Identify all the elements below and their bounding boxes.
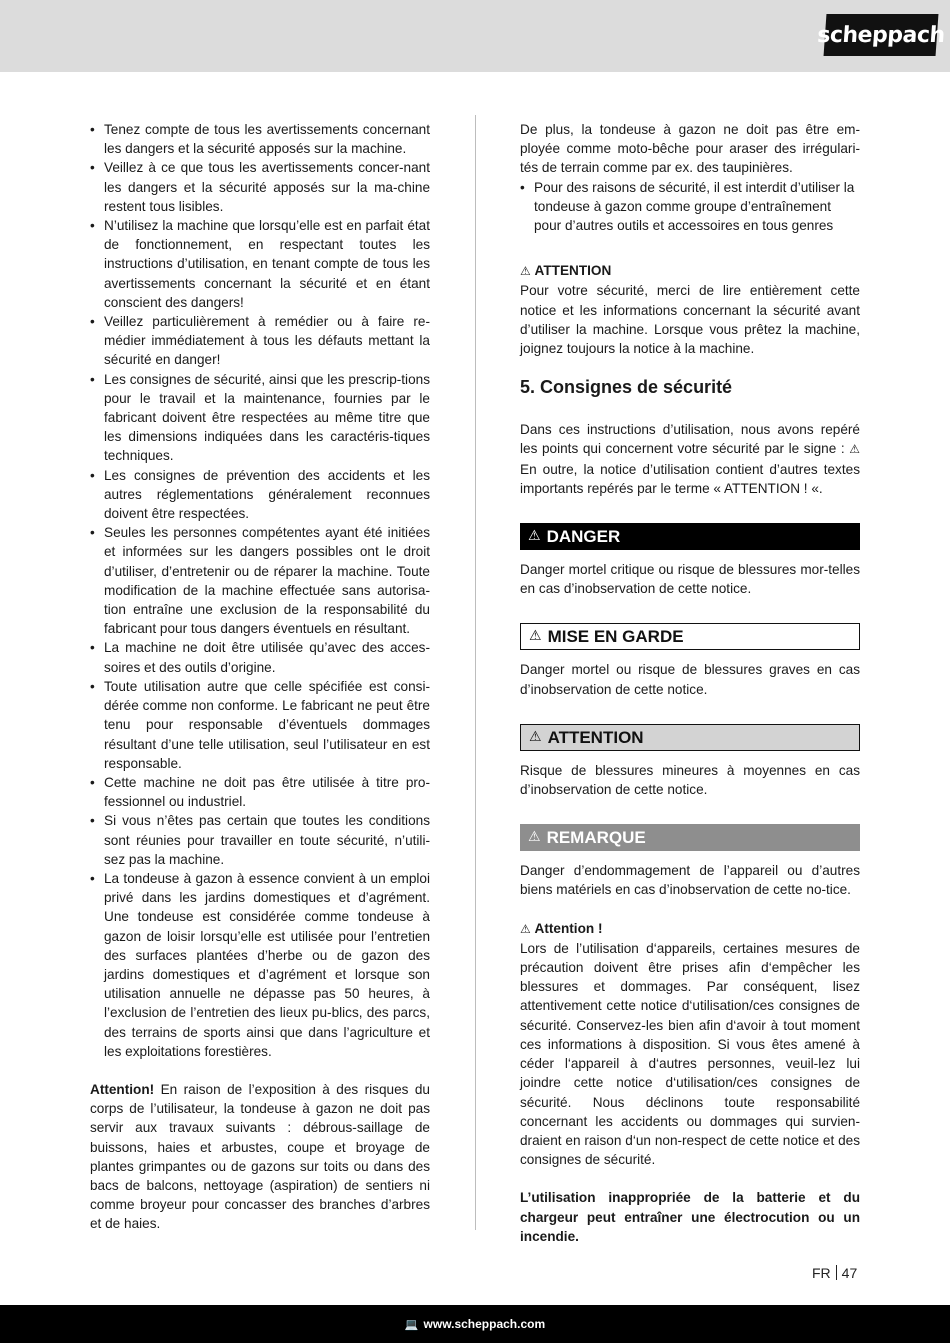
list-item: • Toute utilisation autre que celle spécifiée est consi-dérée comme non conforme. Le fabricant ne peut être tenu pour responsable d’éventuels dommages résultant d’une telle utilisation, seul l’utilisateur en est responsable.: [90, 677, 430, 773]
brand-logo: scheppach: [824, 14, 939, 56]
right-column: [520, 120, 860, 1246]
danger-text: Danger mortel critique ou risque de blessures mor-telles en cas d’inobservation de cette notice.: [520, 562, 860, 597]
battery-warning: L’utilisation inappropriée de la batterie et du chargeur peut entraîner une électrocution ou un incendie.: [520, 1190, 860, 1244]
page-header-bar: [0, 0, 950, 72]
section-intro: Dans ces instructions d’utilisation, nous avons repéré les points qui concernent votre sécurité par le signe : ⚠ En outre, la notice d’utilisation contient d’autres textes importants repérés par le terme « ATTENTION ! «.: [520, 422, 860, 496]
warning-label-box: ⚠ MISE EN GARDE: [520, 623, 860, 650]
warning-triangle-icon: ⚠: [529, 728, 542, 745]
danger-label-box: ⚠ DANGER: [520, 523, 860, 550]
attention2-text: Lors de l’utilisation d‘appareils, certaines mesures de précaution doivent être prises afin d‘empêcher les blessures et dommages. Par conséquent, lisez attentivement cette notice d‘utilisation/ces consignes de sécurité. Conservez-les bien afin d‘avoir à tout moment ces informations à disposition. Si vous êtes amené à céder l‘appareil à d‘autres personnes, veuil-lez lui joindre cette notice d‘utilisation/ces consignes de sécurité. Nous déclinons toute responsabilité concernant les accidents ou dommages qui survien-draient en raison d‘un non-respect de cette notice et des consignes de sécurité.: [520, 940, 860, 1168]
warning-triangle-icon: ⚠: [520, 264, 531, 279]
note-label-box: ⚠ REMARQUE: [520, 824, 860, 851]
computer-icon: 💻: [404, 1317, 419, 1331]
list-item: • N’utilisez la machine que lorsqu’elle est en parfait état de fonctionnement, en respectant toutes les instructions d’utilisation, en tenant compte de tous les avertissements concernant la sécurité et en étant conscient des dangers!: [90, 216, 430, 312]
list-item: • Cette machine ne doit pas être utilisée à titre pro-fessionnel ou industriel.: [90, 773, 430, 811]
attention-notice-text: Pour votre sécurité, merci de lire entièrement cette notice et les informations concernant la sécurité avant d’utiliser la machine. Lorsque vous prêtez la machine, joignez toujours la notice à la machine.: [520, 283, 860, 357]
list-item: • La tondeuse à gazon à essence convient à un emploi privé dans les jardins domestiques et d’agrément. Une tondeuse est considérée comme tondeuse à gazon de loisir lorsqu’elle est utilisée pour l’entretien des surfaces plantées d’herbe ou de gazon des jardins domestiques et d’agrément et lorsque son utilisation annuelle ne dépasse pas 50 heures, à l’exclusion de l’entretien des lieux pu-blics, des parcs, des terrains de sports ainsi que dans l’agriculture et les exploitations forestières.: [90, 869, 430, 1061]
list-item: • Veillez particulièrement à remédier ou à faire re-médier immédiatement à tous les défauts mettant la sécurité en danger!: [90, 312, 430, 370]
note-text: Danger d’endommagement de l’appareil ou d’autres biens matériels en cas d’inobservation de cette no-tice.: [520, 863, 860, 898]
right-bullet-list: [520, 178, 860, 236]
warning-text: Danger mortel ou risque de blessures graves en cas d’inobservation de cette notice.: [520, 662, 860, 697]
warning-triangle-icon: ⚠: [520, 921, 531, 936]
warning-triangle-icon: ⚠: [529, 628, 542, 645]
attention-label-box: ⚠ ATTENTION: [520, 724, 860, 751]
left-column: [90, 120, 430, 1234]
warning-triangle-icon: ⚠: [528, 527, 541, 544]
attention-paragraph: [90, 1080, 430, 1234]
list-item: • La machine ne doit être utilisée qu’avec des acces-soires et des outils d’origine.: [90, 638, 430, 676]
list-item: • Les consignes de prévention des accidents et les autres réglementations généralement reconnues doivent être respectées.: [90, 466, 430, 524]
warning-triangle-icon: ⚠: [528, 829, 541, 846]
attention-label: Attention!: [90, 1081, 155, 1097]
page-number: FR 47: [812, 1265, 858, 1281]
attention2-heading: ⚠ Attention !: [520, 920, 603, 936]
website-link[interactable]: www.scheppach.com: [423, 1317, 546, 1331]
warning-triangle-icon: ⚠: [849, 442, 860, 457]
list-item: • Veillez à ce que tous les avertissements concer-nant les dangers et la sécurité apposés sur la ma-chine restent tous lisibles.: [90, 158, 430, 216]
attention-text: En raison de l’exposition à des risques du corps de l’utilisateur, la tondeuse à gazon ne doit pas servir aux travaux suivants : débrous-saillage de buissons, haies et arbustes, coupe et broyage de plantes grimpantes ou de gazons sur toits ou dans des bacs de balcons, nettoyage (aspiration) de sentiers ni comme broyeur pour concasser des branches d’arbres et de haies.: [90, 1081, 430, 1232]
list-item: • Tenez compte de tous les avertissements concernant les dangers et la sécurité apposés sur la machine.: [90, 120, 430, 158]
column-divider: [475, 115, 476, 1230]
list-item: • Pour des raisons de sécurité, il est interdit d’utiliser la tondeuse à gazon comme groupe d’entraînement pour d’autres outils et accessoires en tous genres: [520, 178, 860, 236]
intro-paragraph: De plus, la tondeuse à gazon ne doit pas être em-ployée comme moto-bêche pour araser des irrégulari-tés de terrain comme par ex. des taupinières.: [520, 122, 860, 176]
list-item: • Les consignes de sécurité, ainsi que les prescrip-tions pour le travail et la maintenance, fournies par le fabricant doivent être respectées au même titre que les dimensions indiquées dans les caractéris-tiques techniques.: [90, 370, 430, 466]
page-footer: [0, 1305, 950, 1343]
section-title: 5. Consignes de sécurité: [520, 377, 733, 398]
attention-heading: ⚠ ATTENTION: [520, 263, 612, 279]
separator: [836, 1265, 837, 1280]
list-item: • Seules les personnes compétentes ayant été initiées et informées sur les dangers possibles ont le droit d’utiliser, d’entretenir ou de réparer la machine. Toute modification de la machine effectuée sans autorisa-tion entraîne une exclusion de la responsabilité du fabricant pour tous dangers éventuels en résultant.: [90, 523, 430, 638]
attention-level-text: Risque de blessures mineures à moyennes en cas d’inobservation de cette notice.: [520, 762, 860, 798]
list-item: • Si vous n’êtes pas certain que toutes les conditions sont réunies pour travailler en toute sécurité, n’utili-sez pas la machine.: [90, 811, 430, 869]
safety-bullet-list: [90, 120, 430, 1061]
